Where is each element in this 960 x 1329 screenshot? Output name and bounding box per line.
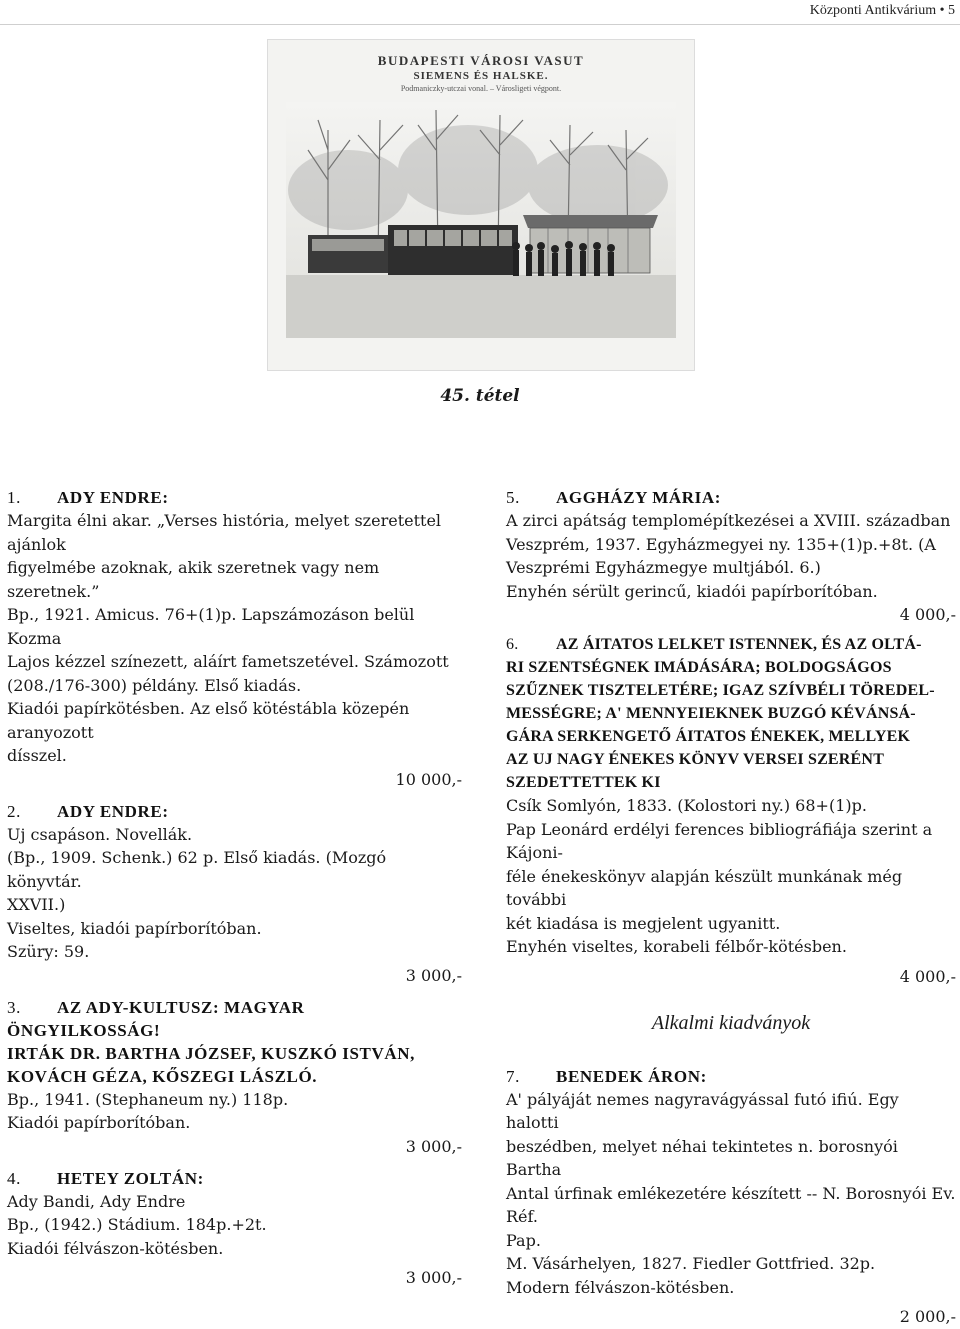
entry-line: Kiadói papírkötésben. Az első kötéstábla közepén aranyozott [7, 697, 462, 744]
entry-line: féle énekeskönyv alapján készült munkának még további [506, 865, 956, 912]
photo-caption-line-3: Podmaniczky-utczai vonal. – Városligeti végpont. [401, 84, 561, 93]
right-column [506, 486, 956, 1329]
entry-line: A' pályáját nemes nagyravágyással futó ifiú. Egy halotti [506, 1088, 956, 1135]
entry-line: M. Vásárhelyen, 1827. Fiedler Gottfried. 32p. [506, 1252, 956, 1276]
entry-title: RI SZENTSÉGNEK IMÁDÁSÁRA; BOLDOGSÁGOS [506, 656, 956, 679]
entry-line: (208./176-300) példány. Első kiadás. [7, 674, 462, 698]
catalog-entry [7, 996, 462, 1159]
entry-line: Uj csapáson. Novellák. [7, 823, 462, 847]
figure-caption: 45. tétel [0, 386, 960, 406]
entry-line: Pap. [506, 1229, 956, 1253]
entry-line: Antal úrfinak emlékezetére készített -- N. Borosnyói Ev. Réf. [506, 1182, 956, 1229]
entry-line: Enyhén viseltes, korabeli félbőr-kötésben. [506, 935, 956, 959]
entry-title: MESSÉGRE; A' MENNYEIEKNEK BUZGÓ KÉVÁNSÁ- [506, 702, 956, 725]
entry-line: Kiadói papírborítóban. [7, 1111, 462, 1135]
entry-title: GÁRA SERKENGETŐ ÁITATOS ÉNEKEK, MELLYEK [506, 725, 956, 748]
catalog-entry [506, 633, 956, 989]
entry-line: Pap Leonárd erdélyi ferences bibliográfiája szerint a Kájoni- [506, 818, 956, 865]
entry-title: 7. BENEDEK ÁRON: [506, 1065, 956, 1088]
entry-line: Modern félvászon-kötésben. [506, 1276, 956, 1300]
entry-line: Enyhén sérült gerincű, kiadói papírborítóban. [506, 580, 956, 604]
photo-caption-line-1: BUDAPESTI VÁROSI VASUT [378, 53, 584, 68]
left-column [7, 486, 462, 1290]
entry-title: 2. ADY ENDRE: [7, 800, 462, 823]
catalog-entry [506, 486, 956, 627]
entry-price: 3 000,- [7, 1266, 462, 1290]
entry-price: 4 000,- [506, 603, 956, 627]
entry-price: 2 000,- [506, 1305, 956, 1329]
catalog-entry [7, 1167, 462, 1291]
entry-title: IRTÁK DR. BARTHA JÓZSEF, KUSZKÓ ISTVÁN, [7, 1042, 462, 1065]
entry-title: KOVÁCH GÉZA, KŐSZEGI LÁSZLÓ. [7, 1065, 462, 1088]
entry-title: 4. HETEY ZOLTÁN: [7, 1167, 462, 1190]
entry-price: 10 000,- [7, 768, 462, 792]
entry-line: beszédben, melyet néhai tekintetes n. borosnyói Bartha [506, 1135, 956, 1182]
entry-title: SZEDETTETTEK KI [506, 771, 956, 794]
catalog-entry [7, 486, 462, 792]
entry-line: dísszel. [7, 744, 462, 768]
entry-price: 3 000,- [7, 964, 462, 988]
entry-line: Bp., 1921. Amicus. 76+(1)p. Lapszámozáson belül Kozma [7, 603, 462, 650]
entry-price: 4 000,- [506, 965, 956, 989]
tram-photograph [268, 40, 694, 370]
entry-line: Viseltes, kiadói papírborítóban. [7, 917, 462, 941]
entry-line: Veszprém, 1937. Egyházmegyei ny. 135+(1)p.+8t. (A [506, 533, 956, 557]
entry-line: Margita élni akar. „Verses história, melyet szeretettel ajánlok [7, 509, 462, 556]
entry-line: Kiadói félvászon-kötésben. [7, 1237, 462, 1261]
page-header: Központi Antikvárium • 5 [810, 0, 955, 19]
entry-title: SZŰZNEK TISZTELETÉRE; IGAZ SZÍVBÉLI TÖREDEL- [506, 679, 956, 702]
entry-line: Veszprémi Egyházmegye multjából. 6.) [506, 556, 956, 580]
entry-title: 6. AZ ÁITATOS LELKET ISTENNEK, ÉS AZ OLTÁ- [506, 633, 956, 656]
header-rule [0, 24, 960, 25]
catalog-entry [506, 1065, 956, 1329]
entry-title: AZ UJ NAGY ÉNEKES KÖNYV VERSEI SZERÉNT [506, 748, 956, 771]
entry-title: 3. AZ ADY-KULTUSZ: MAGYAR ÖNGYILKOSSÁG! [7, 996, 462, 1042]
entry-line: Ady Bandi, Ady Endre [7, 1190, 462, 1214]
entry-line: figyelmébe azoknak, akik szeretnek vagy nem szeretnek.” [7, 556, 462, 603]
entry-line: A zirci apátság templomépítkezései a XVIII. században [506, 509, 956, 533]
entry-line: Bp., (1942.) Stádium. 184p.+2t. [7, 1213, 462, 1237]
entry-line: Szüry: 59. [7, 940, 462, 964]
entry-title: 5. AGGHÁZY MÁRIA: [506, 486, 956, 509]
photo-caption-line-2: SIEMENS ÉS HALSKE. [413, 70, 548, 82]
entry-line: Bp., 1941. (Stephaneum ny.) 118p. [7, 1088, 462, 1112]
entry-price: 3 000,- [7, 1135, 462, 1159]
section-title: Alkalmi kiadványok [506, 1009, 956, 1037]
entry-line: XXVII.) [7, 893, 462, 917]
entry-line: (Bp., 1909. Schenk.) 62 p. Első kiadás. (Mozgó könyvtár. [7, 846, 462, 893]
catalog-entry [7, 800, 462, 988]
entry-line: Lajos kézzel színezett, aláírt fametszetével. Számozott [7, 650, 462, 674]
entry-line: két kiadása is megjelent ugyanitt. [506, 912, 956, 936]
entry-line: Csík Somlyón, 1833. (Kolostori ny.) 68+(1)p. [506, 794, 956, 818]
entry-title: 1. ADY ENDRE: [7, 486, 462, 509]
